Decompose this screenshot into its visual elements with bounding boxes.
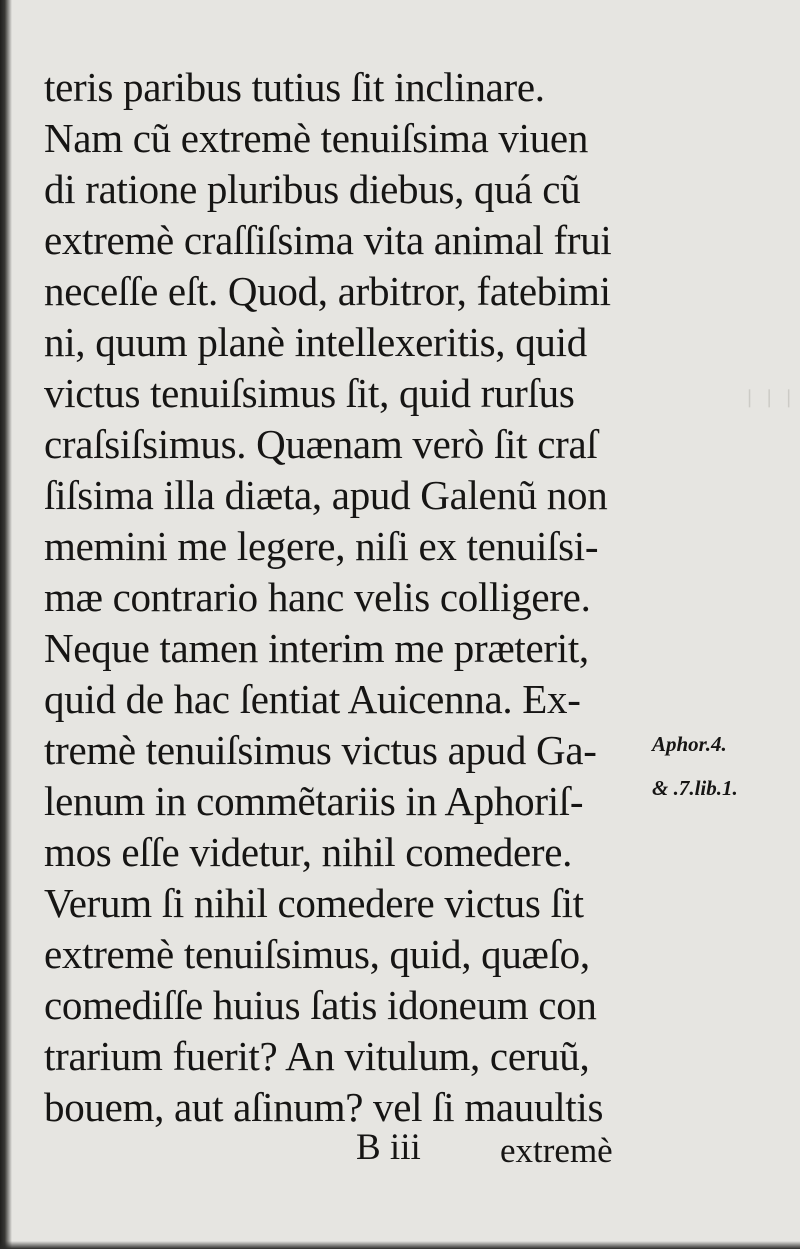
text-line: Neque tamen interim me præterit,	[44, 625, 589, 671]
marginal-note-line: & .7.lib.1.	[652, 776, 738, 800]
page-gutter-shadow	[0, 0, 12, 1249]
page-bottom-shadow	[0, 1241, 800, 1249]
text-line: Verum ſi nihil comedere victus ſit	[44, 880, 584, 926]
text-line: comediſſe huius ſatis idoneum con	[44, 982, 597, 1028]
text-line: teris paribus tutius ſit inclinare.	[44, 64, 545, 110]
marginal-note-line: Aphor.4.	[652, 732, 727, 756]
catchword: extremè	[500, 1131, 613, 1170]
text-line: tremè tenuiſsimus victus apud Ga-	[44, 727, 597, 773]
text-line: victus tenuiſsimus ſit, quid rurſus	[44, 370, 575, 416]
text-line: memini me legere, niſi ex tenuiſsi-	[44, 523, 599, 569]
text-line: ni, quum planè intellexeritis, quid	[44, 319, 587, 365]
text-line: craſsiſsimus. Quænam verò ſit craſ	[44, 421, 598, 467]
text-line: trarium fuerit? An vitulum, ceruũ,	[44, 1033, 590, 1079]
marginal-note	[652, 722, 792, 810]
text-line: neceſſe eſt. Quod, arbitror, fatebimi	[44, 268, 611, 314]
text-line: lenum in commẽtariis in Aphoriſ-	[44, 778, 584, 824]
text-line: ſiſsima illa diæta, apud Galenũ non	[44, 472, 608, 518]
text-line: mæ contrario hanc velis colligere.	[44, 574, 591, 620]
show-through-text: ❘ ❘ ❘	[742, 387, 797, 407]
body-text	[44, 62, 664, 1133]
text-line: mos eſſe videtur, nihil comedere.	[44, 829, 573, 875]
text-line: extremè tenuiſsimus, quid, quæſo,	[44, 931, 590, 977]
text-line: bouem, aut aſinum? vel ſi mauultis	[44, 1084, 604, 1130]
text-line: Nam cũ extremè tenuiſsima viuen	[44, 115, 589, 161]
text-line: extremè craſſiſsima vita animal frui	[44, 217, 612, 263]
signature-mark: B iii	[356, 1127, 421, 1168]
text-line: di ratione pluribus diebus, quá cũ	[44, 166, 581, 212]
text-line: quid de hac ſentiat Auicenna. Ex-	[44, 676, 581, 722]
